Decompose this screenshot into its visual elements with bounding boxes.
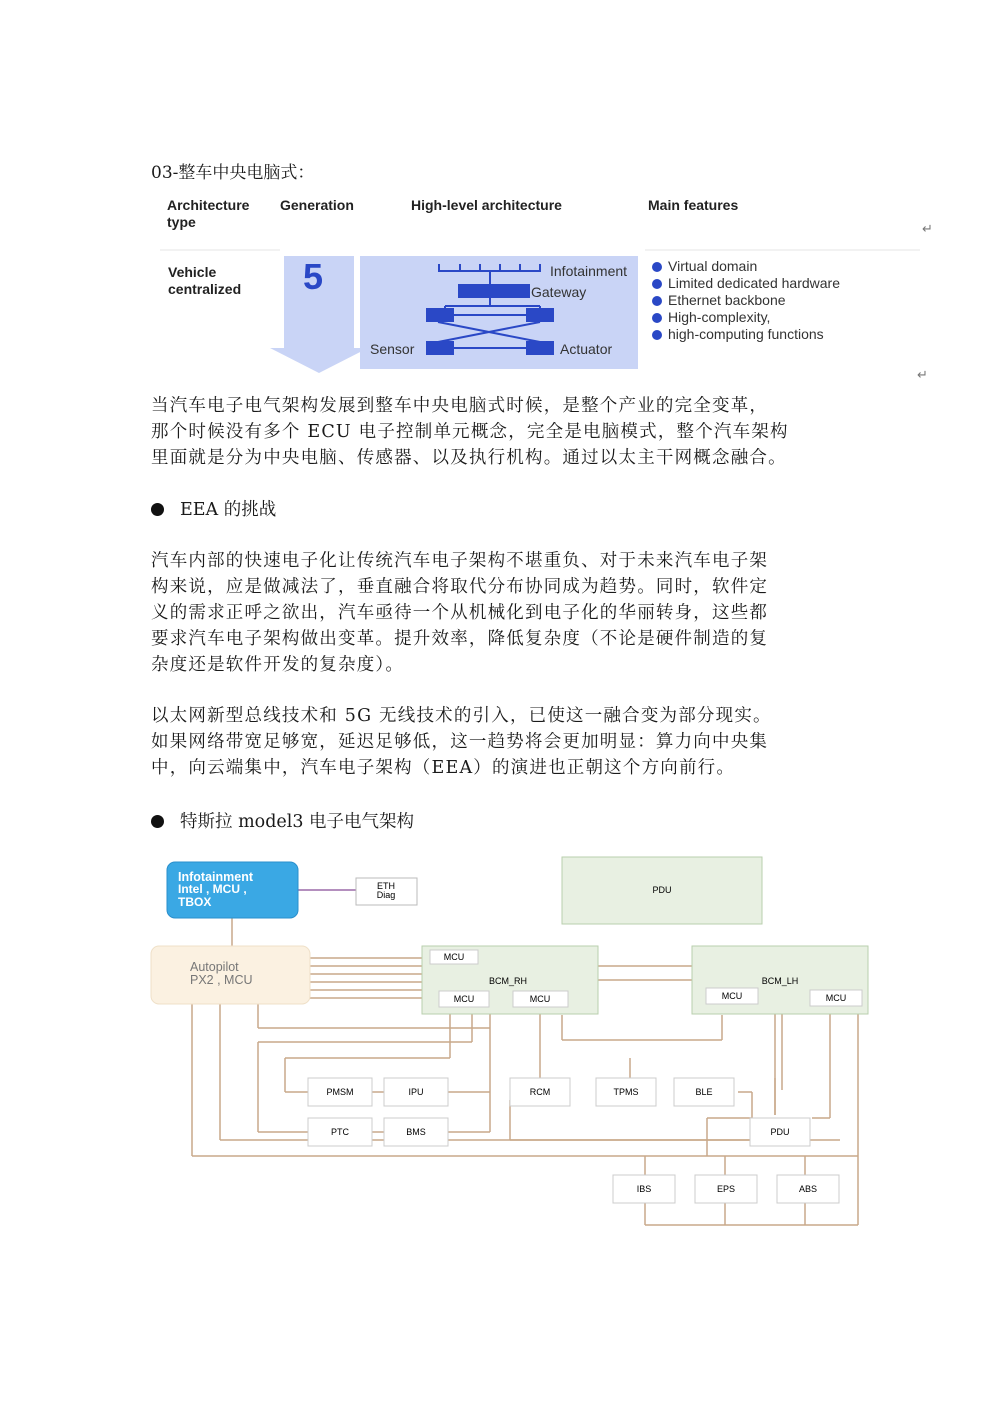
feature-item: High-complexity, [652, 309, 840, 326]
tpms-label: TPMS [613, 1087, 639, 1097]
header-generation: Generation [280, 197, 354, 213]
eth-diag-line1: ETH [377, 881, 395, 891]
tesla-architecture-svg [140, 850, 880, 1235]
autopilot-line1: Autopilot [190, 960, 239, 974]
pdu2-label: PDU [770, 1127, 790, 1137]
eth-diag-line2: Diag [376, 890, 396, 900]
actuator-block [526, 341, 554, 355]
mcu-label: MCU [721, 991, 743, 1001]
ipu-label: IPU [408, 1087, 424, 1097]
return-mark: ↵ [922, 222, 933, 237]
paragraph-ethernet-5g: 以太网新型总线技术和 5G 无线技术的引入，已使这一融合变为部分现实。 如果网络带宽足够宽，延迟足够低，这一趋势将会更加明显：算力向中央集 中，向云端集中，汽车电子架构（EEA）的演进也正朝这个方向前行。 [151, 706, 772, 778]
infotainment-line1: Infotainment [178, 870, 253, 884]
bcm-rh-label: BCM_RH [488, 976, 528, 986]
eps-label: EPS [716, 1184, 736, 1194]
infotainment-line3: TBOX [178, 895, 212, 909]
node-block [526, 308, 554, 322]
pdu-top-label: PDU [652, 885, 672, 895]
autopilot-line2: PX2 , MCU [190, 973, 253, 987]
bcm-lh-label: BCM_LH [761, 976, 799, 986]
bullet-dot-icon [151, 503, 164, 516]
paragraph-eea-challenge: 汽车内部的快速电子化让传统汽车电子架构不堪重负、对于未来汽车电子架 构来说，应是做减法了，垂直融合将取代分布协同成为趋势。同时，软件定 义的需求正呼之欲出，汽车亟待一个从机械化到电子化的华丽转身，这些都 要求汽车电子架构做出变革。提升效率，降低复杂度（不论是硬件制造的复 杂度还是软件开发的复杂度）。 [151, 551, 769, 675]
sensor-label: Sensor [370, 341, 415, 357]
paragraph-central-computer: 当汽车电子电气架构发展到整车中央电脑式时候，是整个产业的完全变革， 那个时候没有多个 ECU 电子控制单元概念，完全是电脑模式，整个汽车架构 里面就是分为中央电脑、传感器、以及执行机构。通过以太主干网概念融合。 [151, 396, 789, 468]
ble-label: BLE [695, 1087, 713, 1097]
sensor-block [426, 341, 454, 355]
feature-item: Limited dedicated hardware [652, 275, 840, 292]
bullet-eea-challenge: EEA 的挑战 [151, 496, 276, 521]
header-architecture: High-level architecture [411, 197, 562, 213]
infotainment-line2: Intel , MCU , [178, 882, 247, 896]
bullet-tesla-model3: 特斯拉 model3 电子电气架构 [151, 808, 414, 833]
architecture-figure [160, 190, 933, 375]
node-block [426, 308, 454, 322]
features-list [652, 258, 840, 343]
pmsm-label: PMSM [326, 1087, 354, 1097]
ibs-label: IBS [636, 1184, 652, 1194]
feature-item-continued: high-computing functions [652, 326, 840, 343]
generation-number: 5 [303, 256, 324, 297]
actuator-label: Actuator [560, 341, 613, 357]
mcu-label: MCU [529, 994, 551, 1004]
gateway-block [458, 284, 530, 298]
gateway-label: Gateway [531, 284, 587, 300]
ptc-label: PTC [331, 1127, 349, 1137]
section-heading: 03-整车中央电脑式： [151, 163, 315, 183]
infotainment-label: Infotainment [550, 263, 628, 279]
mcu-label: MCU [443, 952, 465, 962]
feature-item: Ethernet backbone [652, 292, 840, 309]
header-arch-type: Architecture type [167, 197, 250, 230]
tesla-architecture-diagram [140, 850, 880, 1235]
row-label: Vehicle centralized [168, 264, 242, 297]
header-features: Main features [648, 197, 739, 213]
rcm-label: RCM [529, 1087, 551, 1097]
mcu-label: MCU [825, 993, 847, 1003]
abs-label: ABS [798, 1184, 818, 1194]
bullet-dot-icon [151, 815, 164, 828]
mcu-label: MCU [453, 994, 475, 1004]
wiring-lines [192, 890, 858, 1225]
return-mark: ↵ [917, 368, 928, 383]
feature-item: Virtual domain [652, 258, 840, 275]
bms-label: BMS [406, 1127, 426, 1137]
